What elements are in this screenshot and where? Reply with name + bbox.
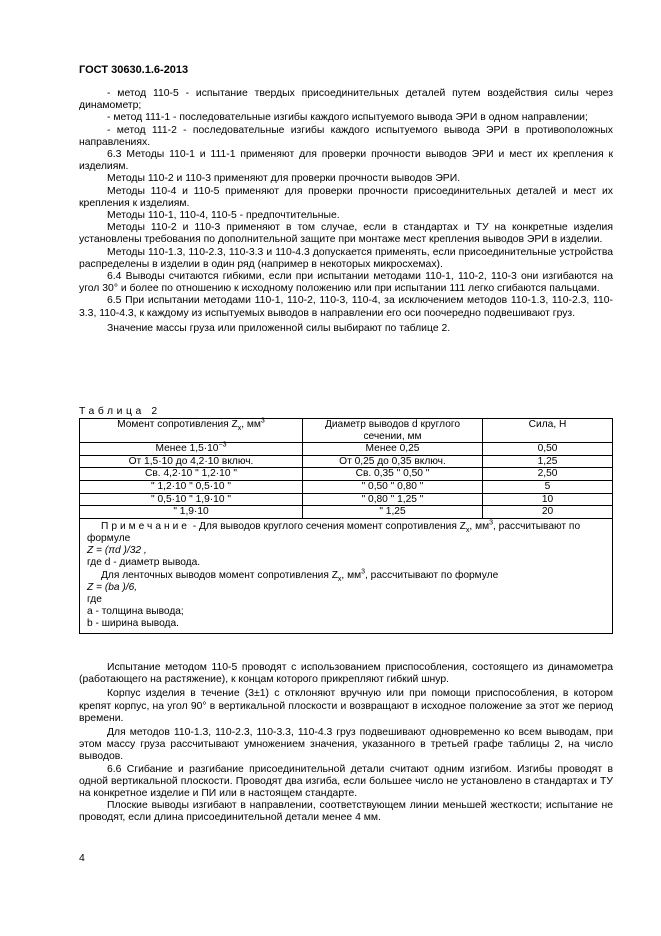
paragraph: Методы 110-1.3, 110-2.3, 110-3.3 и 110-4.3 допускается применять, если присоединительные устройства распределены в изделии в один ряд (например в некоторых микросхемах).: [79, 246, 613, 270]
formula-1: Z = (πd )/32 ,: [87, 545, 147, 557]
table-2: [79, 418, 613, 634]
note-line: b - ширина вывода.: [87, 618, 179, 630]
paragraph: 6.4 Выводы считаются гибкими, если при испытании методами 110-1, 110-2, 110-3 они изгибаются на угол 30° и более по отношению к исходному положению или при испытании 111 легко сгибаются пальцами.: [79, 271, 613, 295]
paragraph: Методы 110-2 и 110-3 применяют для проверки прочности выводов ЭРИ.: [107, 173, 461, 185]
cell-diameter: Менее 0,25: [303, 443, 483, 456]
cell-moment: " 1,9·10: [80, 506, 303, 519]
table-row: [80, 480, 613, 493]
col-header-moment: Момент сопротивления $Z_x$, $мм^3$: [80, 419, 303, 443]
table-header-row: [80, 419, 613, 443]
cell-force: 10: [483, 493, 613, 506]
cell-moment: От 1,5·10 до 4,2·10 включ.: [80, 455, 303, 468]
cell-moment: Св. 4,2·10 " 1,2·10 ": [80, 468, 303, 481]
cell-force: 1,25: [483, 455, 613, 468]
paragraph: 6.3 Методы 110-1 и 111-1 применяют для проверки прочности выводов ЭРИ и мест их крепления к изделиям.: [79, 149, 613, 173]
table-row: [80, 493, 613, 506]
note-line: где: [87, 593, 102, 605]
note-line: где d - диаметр вывода.: [87, 557, 201, 569]
note-line: Примечание - Для выводов круглого сечения момент сопротивления $Z_x$, $мм^3$, рассчитывают по формуле: [87, 519, 581, 544]
paragraph: Методы 110-4 и 110-5 применяют для проверки прочности присоединительных деталей и мест их крепления к изделиям.: [79, 185, 613, 209]
table-row: [80, 455, 613, 468]
cell-moment: " 0,5·10 " 1,9·10 ": [80, 493, 303, 506]
cell-force: 2,50: [483, 468, 613, 481]
cell-diameter: Св. 0,35 " 0,50 ": [303, 468, 483, 481]
cell-force: 0,50: [483, 443, 613, 456]
paragraph: - метод 110-5 - испытание твердых присоединительных деталей путем воздействия силы через динамометр;: [79, 88, 613, 112]
table-row: [80, 468, 613, 481]
paragraph: 6.6 Сгибание и разгибание присоединительной детали считают одним изгибом. Изгибы проводят в одной вертикальной плоскости. Проводят два изгиба, если большее число не установлено в стандартах и ТУ на конкретное изделие и ПИ или в настоящем стандарте.: [79, 763, 613, 800]
paragraph: Плоские выводы изгибают в направлении, соответствующем линии меньшей жесткости; испытание не проводят, если длина присоединительной детали менее 4 мм.: [79, 800, 613, 824]
table-row: [80, 506, 613, 519]
bottom-text-block: [79, 662, 613, 825]
formula-2: Z = (ba )/6,: [87, 581, 138, 593]
cell-force: 5: [483, 480, 613, 493]
cell-moment: " 1,2·10 " 0,5·10 ": [80, 480, 303, 493]
table-note: [80, 518, 613, 633]
paragraph: 6.5 При испытании методами 110-1, 110-2, 110-3, 110-4, за исключением методов 110-1.3, 110-2.3, 110-3.3, 110-4.3, к каждому из испытуемых выводов в направлении его оси поочередно подвешивают груз.: [79, 295, 613, 319]
cell-diameter: От 0,25 до 0,35 включ.: [303, 455, 483, 468]
cell-moment: Менее $1,5\cdot 10^{-3}$: [80, 443, 303, 456]
document-header: ГОСТ 30630.1.6-2013: [79, 64, 189, 76]
paragraph: Методы 110-1, 110-4, 110-5 - предпочтительные.: [107, 210, 340, 222]
note-line: Для ленточных выводов момент сопротивления $Z_x$, $мм^3$, рассчитывают по формуле: [101, 568, 499, 583]
paragraph: Корпус изделия в течение (3±1) с отклоняют вручную или при помощи приспособления, в котором крепят корпус, на угол 90° в вертикальной плоскости и возвращают в исходное положение за этот же период времени.: [79, 688, 613, 724]
col-header-diameter: Диаметр выводов d круглого сечении, мм: [303, 419, 483, 443]
paragraph: - метод 111-2 - последовательные изгибы каждого испытуемого вывода ЭРИ в противоположных направлениях.: [79, 124, 613, 148]
table-row: [80, 443, 613, 456]
top-text-block: [79, 88, 613, 335]
cell-diameter: " 0,50 " 0,80 ": [303, 480, 483, 493]
note-line: a - толщина вывода;: [87, 606, 184, 618]
cell-force: 20: [483, 506, 613, 519]
paragraph: - метод 111-1 - последовательные изгибы каждого испытуемого вывода ЭРИ в одном направлении;: [107, 112, 588, 124]
table-label: Таблица 2: [79, 406, 161, 417]
paragraph: Методы 110-2 и 110-3 применяют в том случае, если в стандартах и ТУ на конкретные изделия установлены требования по дополнительной защите при монтаже мест крепления выводов ЭРИ в изделии.: [79, 222, 613, 246]
col-header-force: Сила, Н: [483, 419, 613, 443]
paragraph: Значение массы груза или приложенной силы выбирают по таблице 2.: [107, 322, 451, 334]
paragraph: Испытание методом 110-5 проводят с использованием приспособления, состоящего из динамометра (работающего на растяжение), к концам которого прикрепляют гибкий шнур.: [79, 662, 613, 686]
page-number: 4: [79, 853, 85, 864]
paragraph: Для методов 110-1.3, 110-2.3, 110-3.3, 110-4.3 груз подвешивают одновременно ко всем выводам, при этом массу груза рассчитывают умножением значения, указанного в третьей графе таблицы 2, на число выводов.: [79, 727, 613, 763]
cell-diameter: " 0,80 " 1,25 ": [303, 493, 483, 506]
cell-diameter: " 1,25: [303, 506, 483, 519]
table-note-row: [80, 518, 613, 633]
